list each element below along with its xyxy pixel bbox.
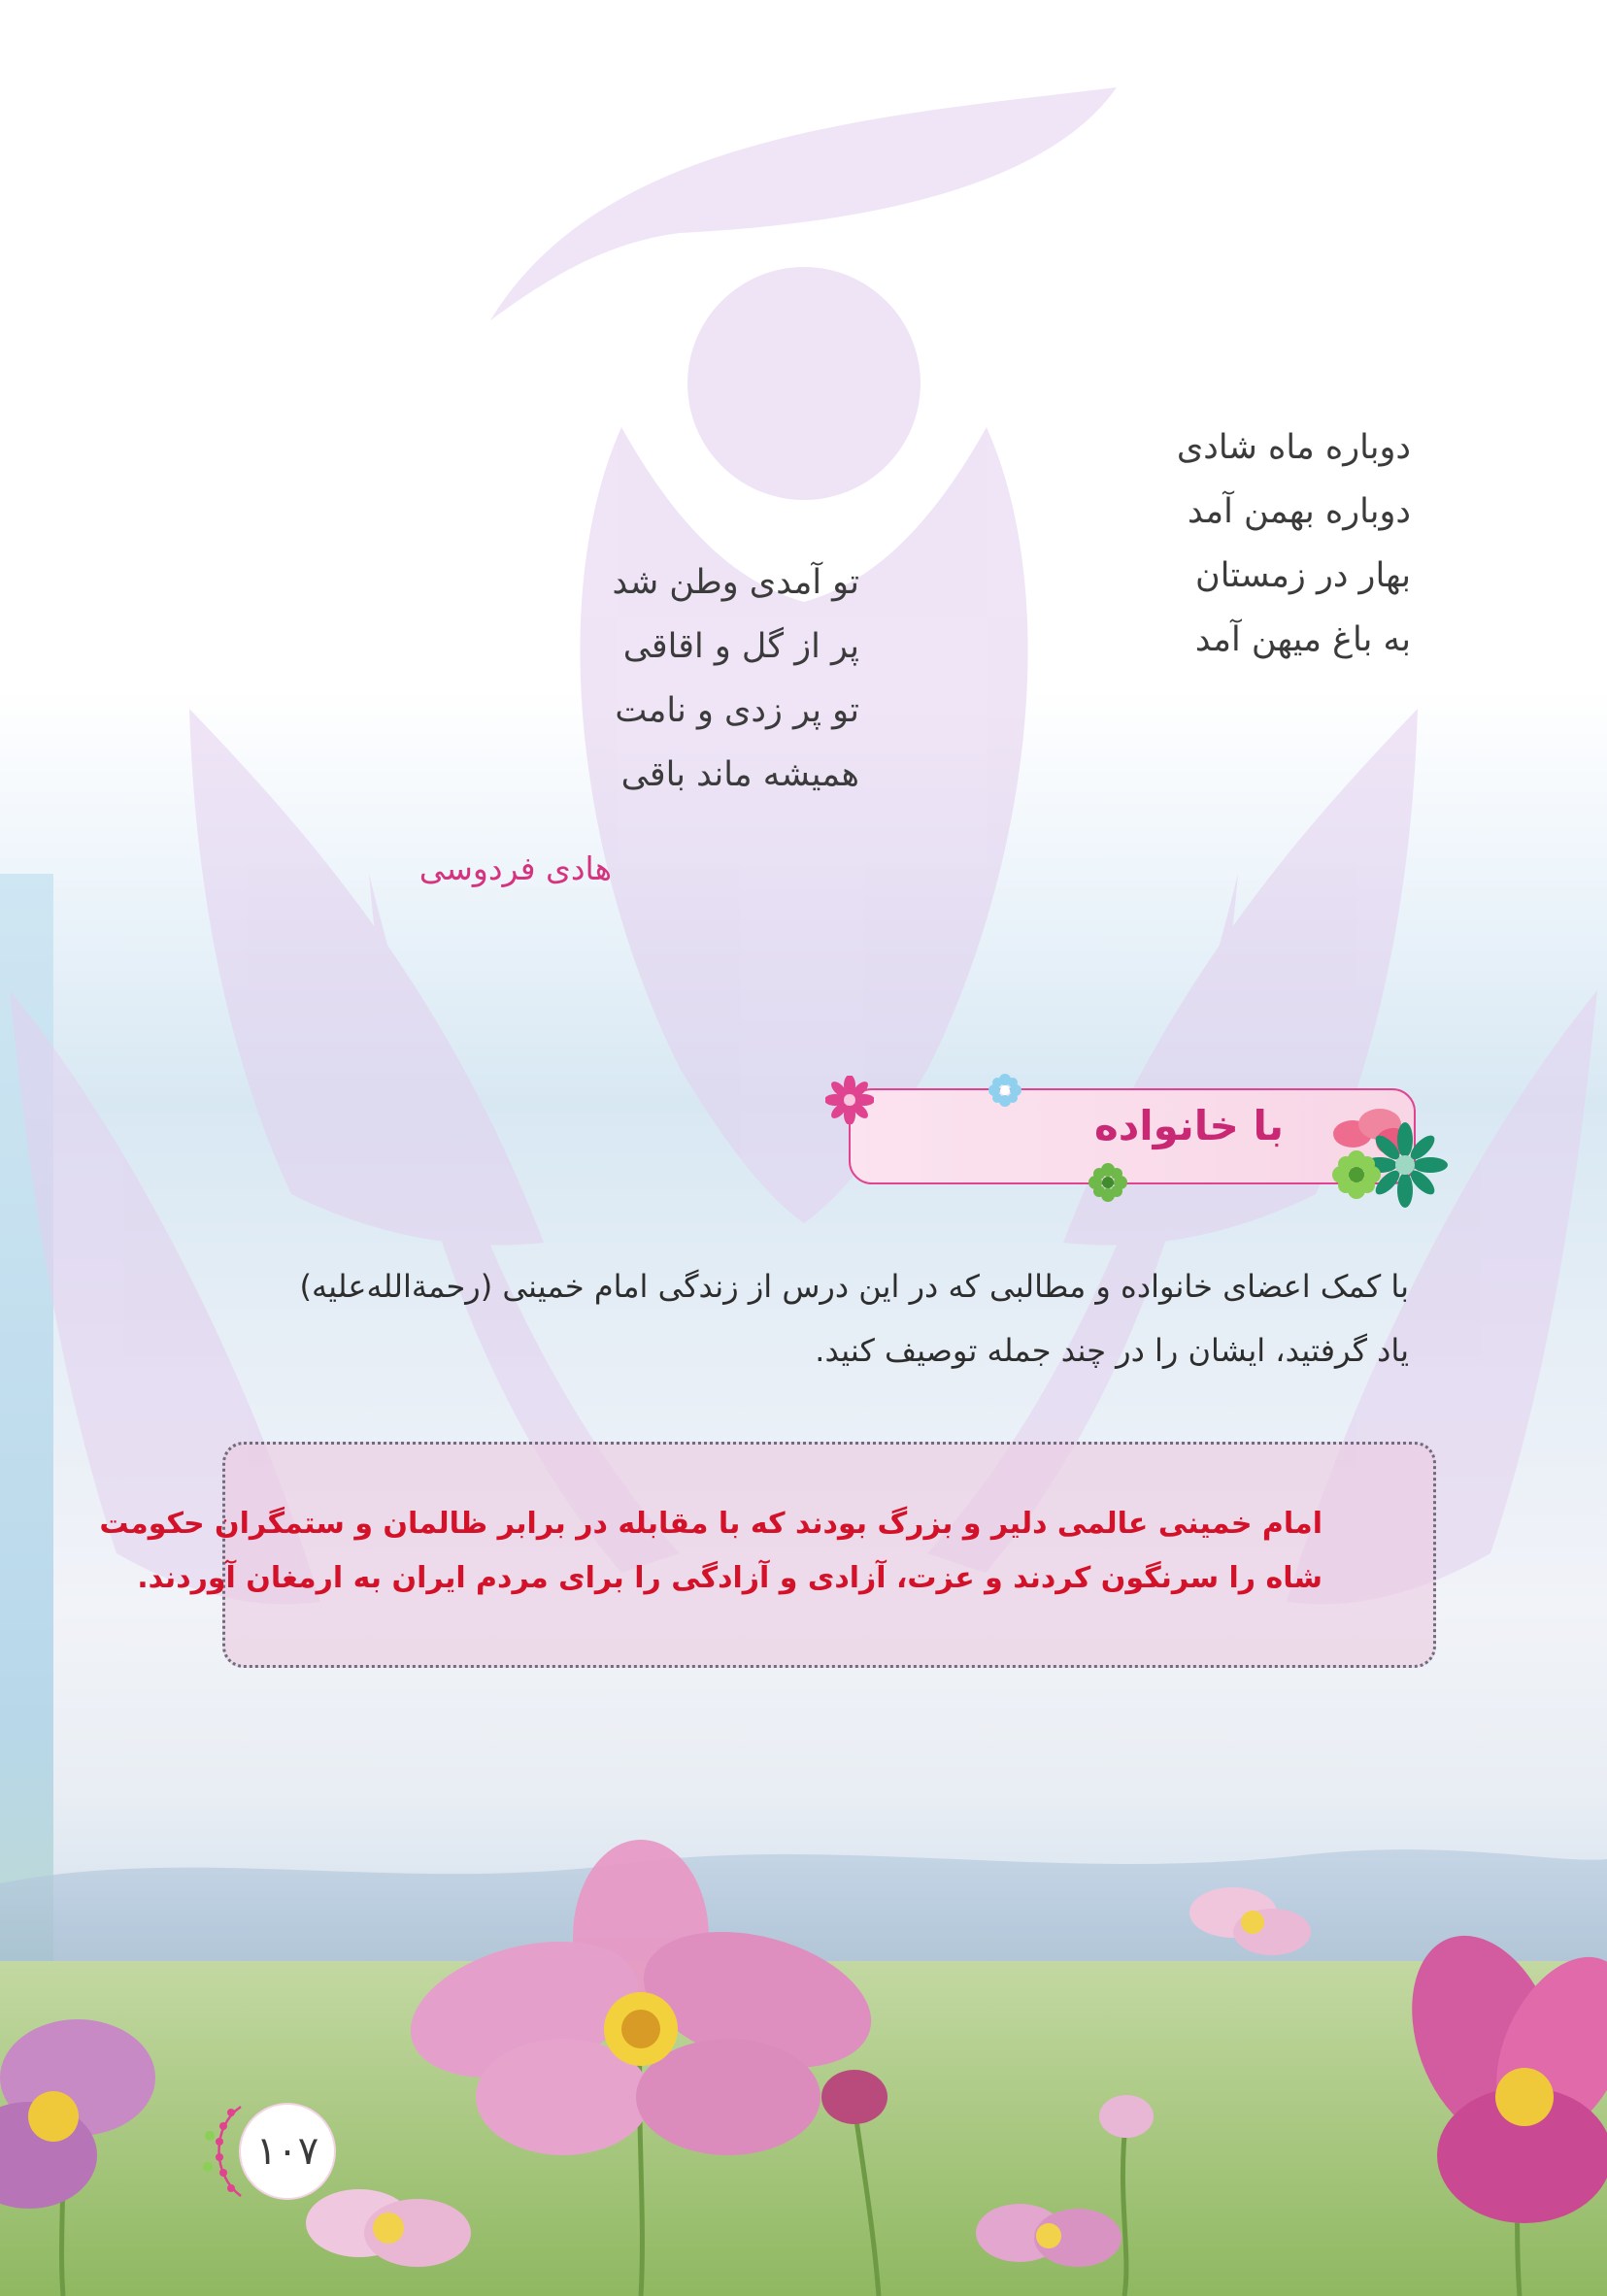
- poem-line: پر از گل و اقاقی: [622, 627, 859, 666]
- poem-line: تو آمدی وطن شد: [612, 563, 859, 602]
- poem-line: به باغ میهن آمد: [1194, 620, 1411, 659]
- flower-icon: [988, 1074, 1021, 1107]
- answer-text: [99, 1497, 1322, 1606]
- section-title: با خانواده: [1093, 1102, 1284, 1149]
- poem-line: دوباره ماه شادی: [1176, 428, 1411, 467]
- flower-cluster-icon: [1316, 1097, 1452, 1214]
- poem-stanza-left: [612, 550, 859, 807]
- answer-line: امام خمینی عالمی دلیر و بزرگ بودند که با مقابله در برابر ظالمان و ستمگران حکومت: [99, 1507, 1322, 1541]
- poem-line: بهار در زمستان: [1195, 556, 1411, 595]
- poem-stanza-right: [1177, 416, 1411, 672]
- poem-author: هادی فردوسی: [418, 849, 612, 887]
- flower-icon: [825, 1076, 874, 1124]
- poem-line: دوباره بهمن آمد: [1188, 492, 1411, 531]
- instructions-line: یاد گرفتید، ایشان را در چند جمله توصیف کنید.: [815, 1332, 1409, 1369]
- instructions-text: [224, 1254, 1409, 1382]
- instructions-line: با کمک اعضای خانواده و مطالبی که در این درس از زندگی امام خمینی (رحمة‌الله‌علیه): [299, 1268, 1409, 1305]
- flower-meadow-illustration: [0, 1825, 1607, 2296]
- poem-line: همیشه ماند باقی: [620, 755, 859, 794]
- page-number: ۱۰۷: [241, 2105, 334, 2198]
- answer-line: شاه را سرنگون کردند و عزت، آزادی و آزادگی را برای مردم ایران به ارمغان آوردند.: [137, 1561, 1322, 1595]
- poem-line: تو پر زدی و نامت: [615, 691, 859, 730]
- flower-icon: [1088, 1163, 1127, 1202]
